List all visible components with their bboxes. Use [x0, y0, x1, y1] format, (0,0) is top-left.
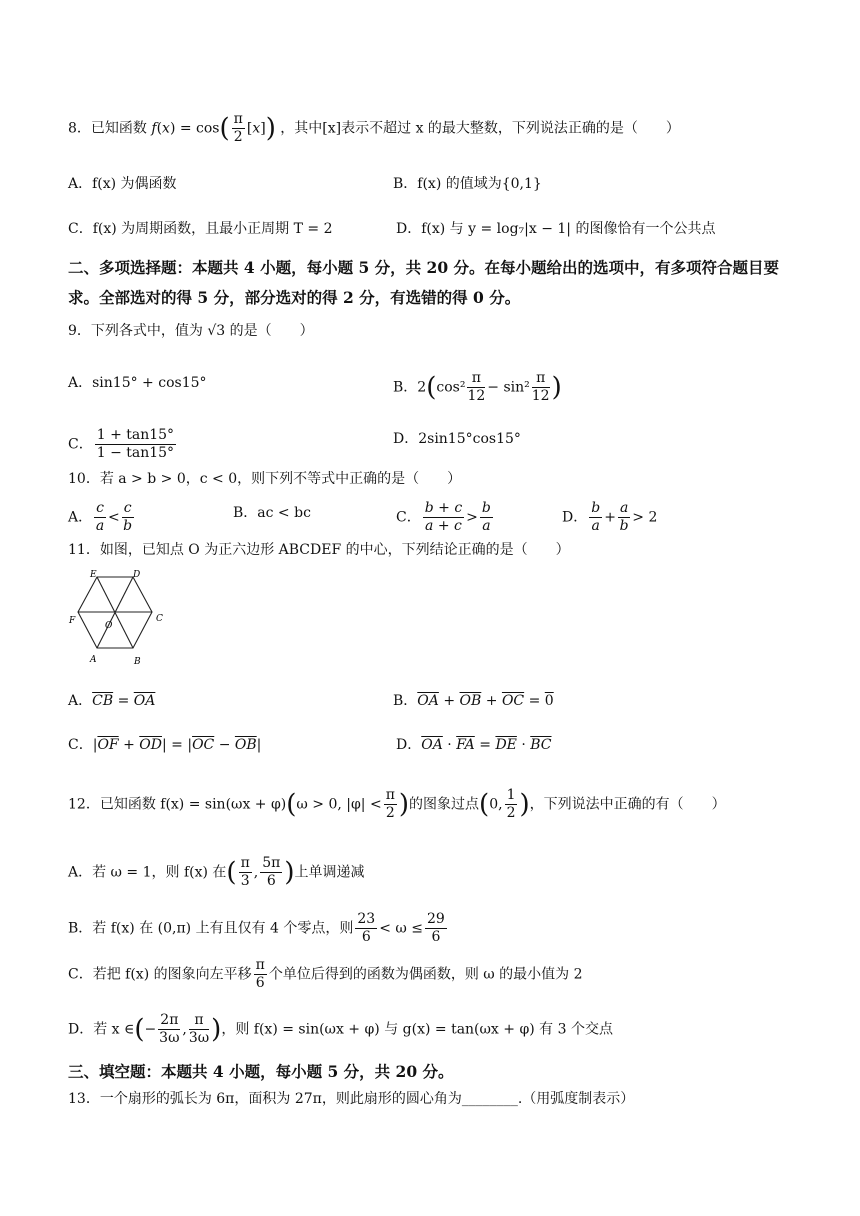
label-C: C	[156, 614, 163, 624]
q12-option-a: A．若 ω = 1，则 f(x) 在( $\frac{\pi}{3}$ , $\frac{5\pi}{6}$ )上单调递减	[68, 855, 365, 889]
q8-stem-prefix: 8．已知函数	[68, 120, 147, 137]
q9-option-b-prefix: B．2	[393, 379, 427, 396]
q10-option-d-prefix: D．	[562, 509, 588, 526]
q12-option-c-prefix: C．若把 f(x) 的图象向左平移	[68, 966, 252, 983]
q9-option-c-prefix: C．	[68, 436, 93, 453]
q11-option-a: A．$\overline{CB} = \overline{OA}$	[68, 693, 156, 709]
q10-option-a: A． $\frac{c}{a}$ < $\frac{c}{b}$	[68, 500, 133, 534]
q12-option-a-prefix: A．若 ω = 1，则 f(x) 在	[68, 864, 227, 881]
q9-option-d: D．2sin15°cos15°	[393, 431, 521, 447]
q8-option-d: D．f(x) 与 y = log₇|x − 1| 的图像恰有一个公共点	[396, 221, 716, 237]
q11-option-a-prefix: A．	[68, 693, 93, 709]
q12-option-d: D．若 x ∈(− $\frac{2\pi}{3\omega}$ , $\frac{\pi}{3\omega}$ )，则 f(x) = sin(ωx + φ) 与 g(x) = tan(ωx + φ) 有 3 个交点	[68, 1012, 613, 1046]
q8-stem-suffix: ，其中[x]表示不超过 x 的最大整数，下列说法正确的是（ ）	[280, 120, 680, 137]
q12-option-c-suffix: 个单位后得到的函数为偶函数，则 ω 的最小值为 2	[268, 966, 583, 983]
q10-option-b: B．ac < bc	[233, 505, 311, 521]
q12-stem: 12．已知函数 f(x) = sin(ωx + φ)(ω > 0, |φ| < $\frac{\pi}{2}$ )的图象过点(0, $\frac{1}{2}$ )，下列说法中正确的有（ ）	[68, 787, 726, 821]
label-F: F	[69, 616, 76, 626]
q9-option-a: A．sin15° + cos15°	[68, 375, 207, 391]
q12-option-d-prefix: D．若 x ∈	[68, 1021, 135, 1038]
section-2-heading: 二、多项选择题：本题共 4 小题，每小题 5 分，共 20 分。在每小题给出的选项中，有多项符合题目要求。全部选对的得 5 分，部分选对的得 2 分，有选错的得 0 分。	[68, 258, 780, 307]
q10-option-a-prefix: A．	[68, 509, 93, 526]
q12-stem-middle: 的图象过点	[409, 796, 480, 813]
q13-stem: 13．一个扇形的弧长为 6π，面积为 27π，则此扇形的圆心角为________.（用弧度制表示）	[68, 1091, 635, 1107]
q8-option-a: A．f(x) 为偶函数	[68, 176, 177, 192]
label-D: D	[133, 570, 141, 580]
q12-option-d-suffix: ，则 f(x) = sin(ωx + φ) 与 g(x) = tan(ωx + φ) 有 3 个交点	[221, 1021, 613, 1038]
q12-option-b: B．若 f(x) 在 (0,π) 上有且仅有 4 个零点，则 $\frac{23}{6}$ < ω ≤ $\frac{29}{6}$	[68, 911, 445, 945]
q11-option-d-prefix: D．	[396, 737, 422, 753]
q12-option-c: C．若把 f(x) 的图象向左平移 $\frac{\pi}{6}$ 个单位后得到的函数为偶函数，则 ω 的最小值为 2	[68, 957, 583, 991]
label-B: B	[134, 657, 141, 667]
q12-stem-prefix: 12．已知函数 f(x) = sin(ωx + φ)	[68, 796, 287, 813]
section-3-heading: 三、填空题：本题共 4 小题，每小题 5 分，共 20 分。	[68, 1062, 454, 1081]
q11-option-c-prefix: C．	[68, 737, 93, 753]
q9-option-c	[68, 427, 178, 462]
label-E: E	[90, 570, 97, 580]
q10-option-d: D． $\frac{b}{a}$ + $\frac{a}{b}$ > 2	[562, 500, 658, 534]
q9-option-c-denominator: 1 − tan15°	[96, 445, 175, 461]
q10-option-c: C． $\frac{b + c}{a + c}$ > $\frac{b}{a}$	[396, 500, 491, 534]
q12-option-b-prefix: B．若 f(x) 在 (0,π) 上有且仅有 4 个零点，则	[68, 920, 354, 937]
q8-option-b: B．f(x) 的值域为{0,1}	[393, 176, 542, 192]
q12-stem-suffix: ，下列说法中正确的有（ ）	[529, 796, 726, 813]
q8-stem: 8．已知函数 f(x) = cos( $\frac{\pi}{2}$ [x]) ，其中[x]表示不超过 x 的最大整数，下列说法正确的是（ ）	[68, 111, 680, 145]
label-A: A	[90, 655, 97, 665]
q12-option-a-suffix: 上单调递减	[294, 864, 365, 881]
hexagon-figure	[66, 568, 170, 672]
q9-option-c-numerator: 1 + tan15°	[96, 427, 175, 443]
q11-stem: 11．如图，已知点 O 为正六边形 ABCDEF 的中心，下列结论正确的是（ ）	[68, 542, 570, 558]
label-O: O	[105, 621, 113, 631]
q10-option-c-prefix: C．	[396, 509, 421, 526]
q10-stem: 10．若 a > b > 0，c < 0，则下列不等式中正确的是（ ）	[68, 471, 462, 487]
q11-option-b: B．$\overline{OA} + \overline{OB} + \overline{OC} = 0$	[393, 693, 554, 709]
q9-option-b: B．2(cos² $\frac{\pi}{12}$ − sin² $\frac{\pi}{12}$ )	[393, 370, 562, 404]
q11-option-b-prefix: B．	[393, 693, 418, 709]
q9-stem: 9．下列各式中，值为 √3 的是（ ）	[68, 323, 314, 339]
q8-option-c: C．f(x) 为周期函数，且最小正周期 T = 2	[68, 221, 333, 237]
q11-option-d: D．$\overline{OA} \cdot \overline{FA} = \overline{DE} \cdot \overline{BC}$	[396, 737, 552, 753]
q11-option-c: C．$|\overline{OF} + \overline{OD}| = |\overline{OC} - \overline{OB}|$	[68, 737, 262, 753]
